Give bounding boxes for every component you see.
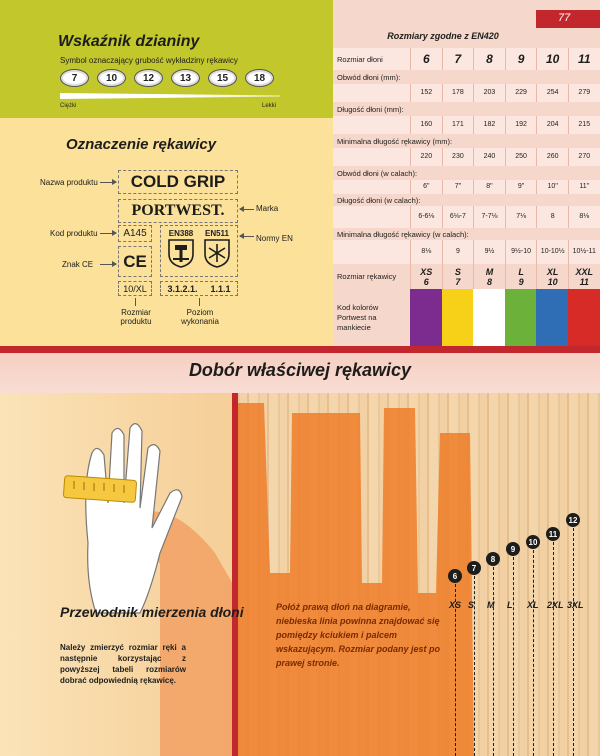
arrow <box>100 264 116 265</box>
row-header: Kod kolorów Portwest na mankiecie <box>337 302 379 332</box>
product-name-box: COLD GRIP <box>118 170 238 194</box>
hand-diagram <box>0 393 600 756</box>
en511-label: EN511 <box>204 229 230 238</box>
table-section-header: Minimalna długość rękawicy (w calach): <box>337 229 469 239</box>
marking-panel <box>0 118 333 346</box>
size-number-circle: 9 <box>506 542 520 556</box>
snowflake-shield-icon <box>202 238 232 268</box>
heavy-label: Ciężki <box>60 103 77 109</box>
table-row-glove-size <box>333 264 600 289</box>
page-number: 77 <box>536 10 600 28</box>
size-guide-line <box>513 557 514 756</box>
table-cell: 6⅛-7 <box>442 206 474 228</box>
size-code: XS <box>420 266 433 277</box>
table-cell: 6 <box>410 48 442 70</box>
table-cell: 11 <box>568 48 600 70</box>
size-number-circle: 10 <box>526 535 540 549</box>
gauge-list <box>60 69 274 87</box>
product-code-label: Kod produktu <box>50 229 98 238</box>
table-cell: 215 <box>568 116 600 134</box>
size-code: XXL <box>575 266 594 277</box>
table-cell: 10½-11 <box>568 240 600 264</box>
table-cell <box>505 264 537 289</box>
arrow <box>240 236 254 237</box>
size-number-circle: 6 <box>448 569 462 583</box>
leader-line <box>135 298 136 306</box>
size-code: L <box>518 266 524 277</box>
table-cell: 10 <box>536 48 568 70</box>
table-row-circ-mm <box>333 84 600 102</box>
size-label: L <box>507 600 513 610</box>
color-swatch <box>410 289 442 346</box>
table-cell: 10-10½ <box>536 240 568 264</box>
size-code: M <box>485 266 494 277</box>
table-row-hand-size <box>333 48 600 70</box>
table-cell: 203 <box>473 84 505 102</box>
table-cell <box>536 264 568 289</box>
table-row-min-glove-in <box>333 240 600 264</box>
table-cell: 6-6⅛ <box>410 206 442 228</box>
divider-red <box>0 346 600 353</box>
table-cell: 9½ <box>473 240 505 264</box>
table-section-header: Długość dłoni (w calach): <box>337 195 421 205</box>
table-row-len-mm <box>333 116 600 134</box>
size-label: XL <box>527 600 539 610</box>
size-guide-line <box>533 550 534 756</box>
color-swatch <box>568 289 600 346</box>
en388-label: EN388 <box>168 229 194 238</box>
size-label: XS <box>449 600 462 610</box>
table-cell: 9 <box>442 240 474 264</box>
table-cell: 8⅛ <box>410 240 442 264</box>
table-cell: 8 <box>536 206 568 228</box>
table-cell: 182 <box>473 116 505 134</box>
performance-label: Poziom wykonania <box>181 308 219 326</box>
table-cell: 11" <box>568 180 600 194</box>
guide-title: Przewodnik mierzenia dłoni <box>60 604 244 620</box>
table-cell: 260 <box>536 148 568 166</box>
table-cell: 192 <box>505 116 537 134</box>
table-cell: 171 <box>442 116 474 134</box>
size-num: 6 <box>423 276 429 287</box>
size-number-circle: 7 <box>467 561 481 575</box>
table-cell: 9½-10 <box>505 240 537 264</box>
size-guide-line <box>573 528 574 756</box>
size-num: 10 <box>547 276 558 287</box>
guide-text: Należy zmierzyć rozmiar ręki a następnie korzystając z powyższej tabeli rozmiarów dobrać odpowiednią rękawicę. <box>60 643 186 685</box>
selection-title: Dobór właściwej rękawicy <box>188 360 412 380</box>
product-name-label: Nazwa produktu <box>40 178 98 187</box>
size-label: M <box>487 600 495 610</box>
size-num: 8 <box>486 276 492 287</box>
gauge-badge: 15 <box>208 69 237 87</box>
size-label: 3XL <box>567 600 584 610</box>
ce-label: Znak CE <box>62 260 94 269</box>
table-cell: 9" <box>505 180 537 194</box>
table-cell: 279 <box>568 84 600 102</box>
color-swatch <box>536 289 568 346</box>
hammer-shield-icon <box>166 238 196 268</box>
table-cell: 6" <box>410 180 442 194</box>
table-cell: 10" <box>536 180 568 194</box>
en-norms-box <box>160 225 238 277</box>
table-cell: 8 <box>473 48 505 70</box>
score-en511: 1.1.1 <box>210 283 231 294</box>
size-table-title: Rozmiary zgodne z EN420 <box>387 31 499 41</box>
table-section-header: Długość dłoni (mm): <box>337 104 404 114</box>
table-cell <box>442 264 474 289</box>
row-header: Rozmiar rękawicy <box>337 272 397 281</box>
size-label: 2XL <box>547 600 564 610</box>
product-code-box: A145 <box>118 225 152 242</box>
size-guide-line <box>553 542 554 756</box>
table-cell: 160 <box>410 116 442 134</box>
gauge-badge: 10 <box>97 69 126 87</box>
marking-title: Oznaczenie rękawicy <box>66 136 217 153</box>
performance-box <box>160 281 238 296</box>
table-cell: 254 <box>536 84 568 102</box>
table-cell <box>568 264 600 289</box>
size-code: XL <box>546 266 559 277</box>
table-section-header: Obwód dłoni (w calach): <box>337 168 418 178</box>
size-number-circle: 11 <box>546 527 560 541</box>
en-norms-label: Normy EN <box>256 234 293 243</box>
size-label: Rozmiar produktu <box>120 308 152 326</box>
gauge-badge: 13 <box>171 69 200 87</box>
table-cell <box>473 264 505 289</box>
arrow <box>100 233 116 234</box>
size-num: 9 <box>518 276 524 287</box>
table-cell: 8" <box>473 180 505 194</box>
size-guide-line <box>474 576 475 756</box>
size-code: S <box>454 266 461 277</box>
size-number-circle: 12 <box>566 513 580 527</box>
table-section-header: Minimalna długość rękawicy (mm): <box>337 136 453 146</box>
table-cell <box>410 264 442 289</box>
table-cell: 220 <box>410 148 442 166</box>
table-cell: 7 <box>442 48 474 70</box>
row-header: Rozmiar dłoni <box>337 54 383 64</box>
table-cell: 229 <box>505 84 537 102</box>
table-cell: 230 <box>442 148 474 166</box>
light-label: Lekki <box>262 103 277 109</box>
table-cell: 9 <box>505 48 537 70</box>
table-cell: 270 <box>568 148 600 166</box>
table-cell: 8⅛ <box>568 206 600 228</box>
table-cell: 250 <box>505 148 537 166</box>
table-cell: 178 <box>442 84 474 102</box>
knit-subtitle: Symbol oznaczający grubość wykładziny rękawicy <box>60 56 238 65</box>
size-number-circle: 8 <box>486 552 500 566</box>
table-row-circ-in <box>333 180 600 194</box>
table-row-len-in <box>333 206 600 228</box>
table-cell: 204 <box>536 116 568 134</box>
ce-mark: CE <box>118 246 152 277</box>
size-guide-line <box>493 567 494 756</box>
knit-title: Wskaźnik dzianiny <box>58 33 200 50</box>
score-en388: 3.1.2.1. <box>167 283 198 294</box>
table-cell: 240 <box>473 148 505 166</box>
color-swatch <box>473 289 505 346</box>
instruction-text: Połóż prawą dłoń na diagramie, niebieska linia powinna znajdować się pomiędzy kciukiem i palcem wskazującym. Rozmiar podany jest po prawej stronie. <box>276 602 441 668</box>
leader-line <box>199 298 200 306</box>
divider-vertical <box>232 393 238 756</box>
gauge-badge: 12 <box>134 69 163 87</box>
arrow <box>100 182 116 183</box>
size-label: S <box>468 600 475 610</box>
table-cell: 152 <box>410 84 442 102</box>
arrow <box>240 209 254 210</box>
table-cell: 7" <box>442 180 474 194</box>
gauge-badge: 7 <box>60 69 89 87</box>
size-num: 7 <box>455 276 461 287</box>
color-swatch <box>442 289 474 346</box>
color-swatch <box>505 289 537 346</box>
size-num: 11 <box>579 276 589 287</box>
table-cell: 7⅛ <box>505 206 537 228</box>
gauge-badge: 18 <box>245 69 274 87</box>
brand-box: PORTWEST. <box>118 199 238 223</box>
table-section-header: Obwód dłoni (mm): <box>337 72 401 82</box>
size-box: 10/XL <box>118 281 152 296</box>
table-row-min-glove <box>333 148 600 166</box>
brand-label: Marka <box>256 204 279 213</box>
table-cell: 7-7⅛ <box>473 206 505 228</box>
